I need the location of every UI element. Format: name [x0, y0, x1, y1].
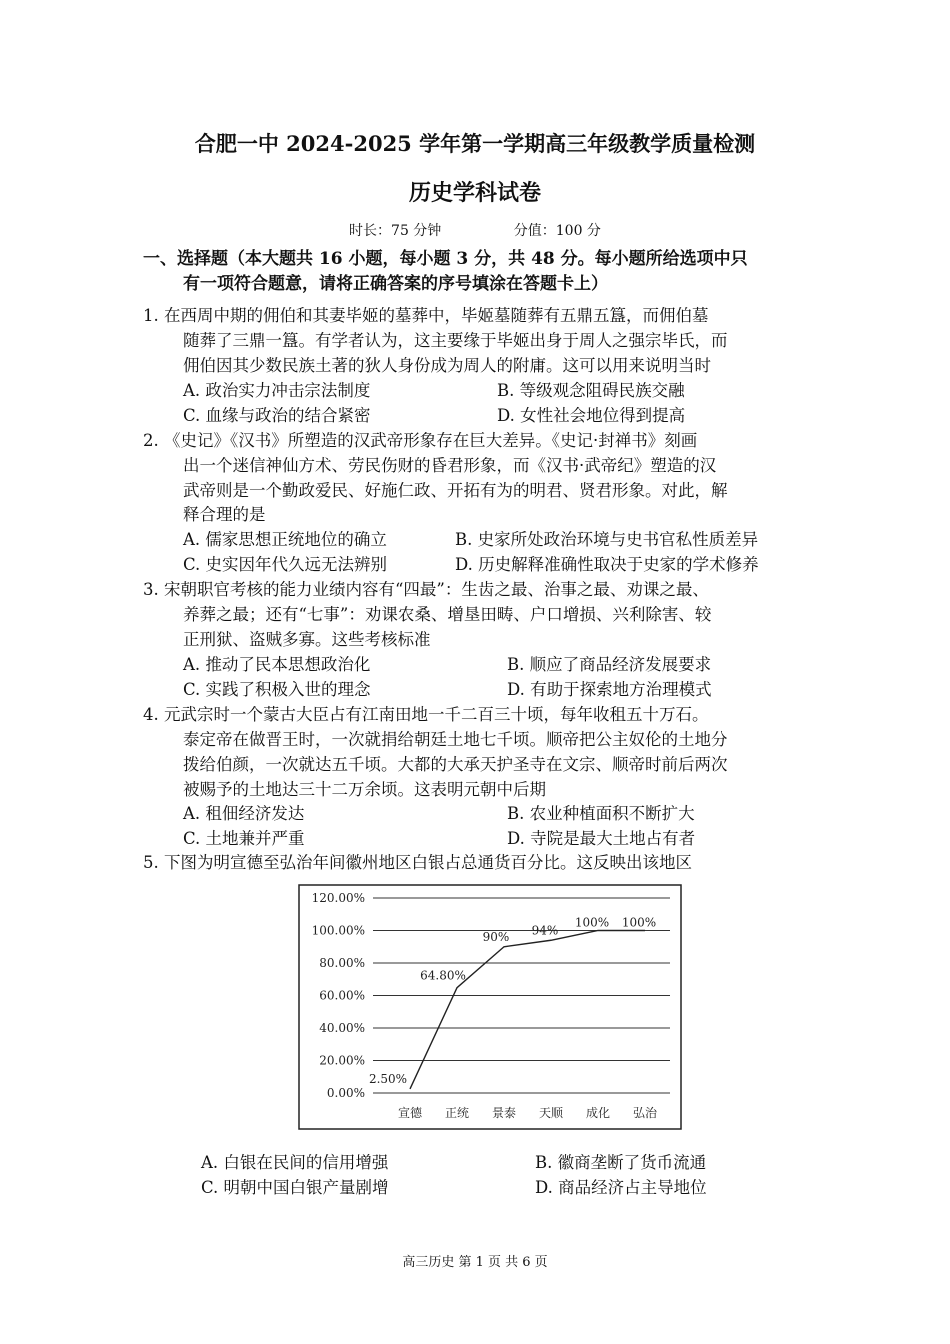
question-4-line-3: 拨给伯颜，一次就达五千顷。大都的大承天护圣寺在文宗、顺帝时前后两次 [183, 755, 728, 774]
question-2-option-d[interactable]: D. 历史解释准确性取决于史家的学术修养 [455, 555, 759, 574]
y-tick-label: 60.00% [319, 988, 365, 1003]
question-2-line-3: 武帝则是一个勤政爱民、好施仁政、开拓有为的明君、贤君形象。对此，解 [183, 481, 728, 500]
y-tick-label: 120.00% [311, 891, 365, 905]
question-4-line-2: 泰定帝在做晋王时，一次就捐给朝廷土地七千顷。顺帝把公主奴伦的土地分 [183, 730, 728, 749]
x-tick-label: 宣德 [397, 1106, 423, 1120]
question-1-line-3: 佣伯因其少数民族土著的狄人身份成为周人的附庸。这可以用来说明当时 [183, 356, 711, 375]
question-4-option-c[interactable]: C. 土地兼并严重 [183, 829, 305, 848]
y-tick-label: 20.00% [319, 1053, 365, 1068]
exam-title: 合肥一中 2024-2025 学年第一学期高三年级教学质量检测 [194, 131, 756, 156]
data-label: 2.50% [368, 1071, 408, 1086]
y-tick-label: 40.00% [319, 1021, 365, 1035]
y-tick-label: 80.00% [319, 956, 365, 970]
question-4-line-4: 被赐予的土地达三十二万余顷。这表明元朝中后期 [183, 780, 546, 799]
x-tick-label: 天顺 [538, 1106, 564, 1120]
question-5-option-d[interactable]: D. 商品经济占主导地位 [535, 1178, 707, 1197]
question-2-line-4: 释合理的是 [183, 505, 266, 524]
question-3-option-a[interactable]: A. 推动了民本思想政治化 [183, 655, 371, 674]
y-tick-label: 0.00% [326, 1086, 365, 1100]
x-tick-label: 正统 [444, 1106, 470, 1120]
score-text: 分值：100 分 [513, 223, 601, 239]
question-2-line-1: 2. 《史记》《汉书》所塑造的汉武帝形象存在巨大差异。《史记·封禅书》刻画 [143, 431, 698, 450]
question-5-option-c[interactable]: C. 明朝中国白银产量剧增 [201, 1178, 389, 1197]
data-label: 64.80% [420, 968, 466, 983]
exam-subtitle: 历史学科试卷 [408, 180, 541, 206]
question-5-option-b[interactable]: B. 徽商垄断了货币流通 [535, 1153, 707, 1172]
data-label: 100% [574, 915, 610, 930]
question-1-option-c[interactable]: C. 血缘与政治的结合紧密 [183, 406, 371, 425]
question-4-option-a[interactable]: A. 租佃经济发达 [183, 804, 305, 823]
x-tick-label: 成化 [585, 1106, 611, 1120]
duration-text: 时长：75 分钟 [349, 223, 442, 239]
question-2-option-a[interactable]: A. 儒家思想正统地位的确立 [183, 530, 387, 549]
question-5-option-a[interactable]: A. 白银在民间的信用增强 [201, 1153, 389, 1172]
question-1-option-d[interactable]: D. 女性社会地位得到提高 [497, 406, 686, 425]
exam-meta [0, 220, 950, 240]
x-tick-label: 景泰 [491, 1106, 517, 1120]
section-heading-line-1: 一、选择题（本大题共 16 小题，每小题 3 分，共 48 分。每小题所给选项中只 [143, 249, 748, 269]
question-3-option-d[interactable]: D. 有助于探索地方治理模式 [507, 680, 712, 699]
question-4-line-1: 4. 元武宗时一个蒙古大臣占有江南田地一千二百三十顷，每年收租五十万石。 [143, 705, 709, 724]
question-3-line-1: 3. 宋朝职官考核的能力业绩内容有“四最”：生齿之最、治事之最、劝课之最、 [143, 580, 709, 599]
question-4-option-b[interactable]: B. 农业种植面积不断扩大 [507, 804, 695, 823]
question-5-line-1: 5. 下图为明宣德至弘治年间徽州地区白银占总通货百分比。这反映出该地区 [143, 853, 692, 872]
question-3-line-2: 养葬之最；还有“七事”：劝课农桑、增垦田畴、户口增损、兴利除害、较 [183, 605, 712, 624]
question-1-line-1: 1. 在西周中期的佣伯和其妻毕姬的墓葬中，毕姬墓随葬有五鼎五簋，而佣伯墓 [143, 306, 709, 325]
question-3-option-b[interactable]: B. 顺应了商品经济发展要求 [507, 655, 712, 674]
data-label: 90% [482, 929, 510, 944]
y-tick-label: 100.00% [311, 923, 365, 938]
question-1-option-a[interactable]: A. 政治实力冲击宗法制度 [183, 381, 371, 400]
silver-percentage-chart [298, 884, 682, 1130]
question-1-line-2: 随葬了三鼎一簋。有学者认为，这主要缘于毕姬出身于周人之强宗毕氏，而 [183, 331, 728, 350]
section-heading-line-2: 有一项符合题意，请将正确答案的序号填涂在答题卡上） [183, 274, 608, 294]
question-2-line-2: 出一个迷信神仙方术、劳民伤财的昏君形象，而《汉书·武帝纪》塑造的汉 [183, 456, 717, 475]
question-4-option-d[interactable]: D. 寺院是最大土地占有者 [507, 829, 696, 848]
page-footer: 高三历史 第 1 页 共 6 页 [402, 1255, 548, 1270]
question-2-option-b[interactable]: B. 史家所处政治环境与史书官私性质差异 [455, 530, 759, 549]
x-tick-label: 弘治 [632, 1106, 658, 1120]
data-label: 100% [621, 915, 657, 930]
question-1-option-b[interactable]: B. 等级观念阻碍民族交融 [497, 381, 685, 400]
data-label: 94% [531, 923, 559, 938]
question-3-option-c[interactable]: C. 实践了积极入世的理念 [183, 680, 371, 699]
question-2-option-c[interactable]: C. 史实因年代久远无法辨别 [183, 555, 388, 574]
question-3-line-3: 正刑狱、盗贼多寡。这些考核标准 [183, 630, 431, 649]
